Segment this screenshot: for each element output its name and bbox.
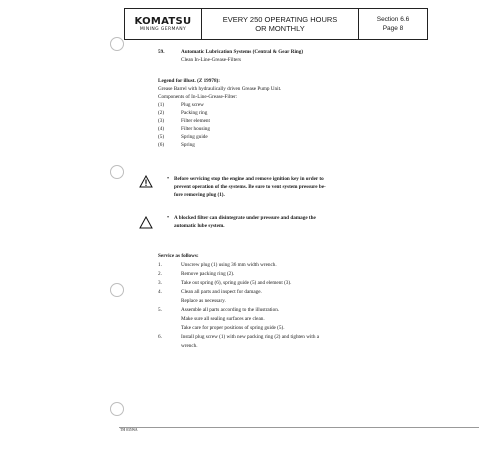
warning-text: fore removing plug (1).: [174, 192, 225, 198]
step-text: Remove packing ring (2).: [181, 271, 235, 277]
logo-subtitle: MINING GERMANY: [139, 26, 187, 32]
service-title: Service as follows:: [158, 253, 199, 259]
page-number: Page 8: [382, 25, 404, 32]
header-title-line2: OR MONTHLY: [255, 24, 305, 33]
legend-item-number: (2): [158, 110, 165, 116]
heading-subtitle: Clean In-Line-Grease-Filters: [181, 57, 242, 63]
step-text: Install plug screw (1) with new packing ring (2) and tighten with a: [181, 334, 320, 340]
legend-item-text: Spring guide: [181, 134, 208, 140]
legend-item-text: Packing ring: [181, 110, 208, 116]
legend-item-number: (4): [158, 126, 165, 132]
caution-icon: [139, 216, 153, 229]
legend-line: Components of In-Line-Grease-Filter:: [158, 94, 238, 100]
header-title-line1: EVERY 250 OPERATING HOURS: [222, 15, 338, 24]
legend-item-text: Spring: [181, 142, 195, 148]
binder-hole: [110, 165, 124, 179]
step-text: Unscrew plug (1) using 36 mm width wrench.: [181, 262, 277, 268]
step-text: Clean all parts and inspect for damage.: [181, 289, 262, 295]
section-info: [359, 9, 427, 39]
step-text: Take care for proper positions of spring guide (5).: [181, 325, 285, 331]
footer-rule: [119, 427, 479, 428]
section-number: Section 6.6: [376, 16, 410, 23]
step-text: Assemble all parts according to the illustration.: [181, 307, 280, 313]
step-number: 4.: [158, 289, 162, 295]
legend-item-number: (6): [158, 142, 165, 148]
step-number: 2.: [158, 271, 162, 277]
legend-item-text: Filter element: [181, 118, 210, 124]
header-title: [202, 9, 359, 39]
binder-hole: [110, 283, 124, 297]
warning-text: Before servicing stop the engine and remove ignition key in order to: [174, 176, 324, 182]
step-text: wrench.: [181, 343, 198, 349]
step-text: Make sure all sealing surfaces are clean.: [181, 316, 265, 322]
step-number: 6.: [158, 334, 162, 340]
step-number: 5.: [158, 307, 162, 313]
legend-item-text: Plug screw: [181, 102, 204, 108]
legend-item-number: (3): [158, 118, 165, 124]
legend-title: Legend for illust. (Z 19978):: [158, 78, 221, 84]
footer-code: TH 035WA: [120, 428, 138, 432]
step-number: 3.: [158, 280, 162, 286]
warning-icon: [139, 175, 153, 188]
warning-bullet: •: [167, 176, 170, 182]
heading-title: Automatic Lubrication Systems (Central & Gear Ring): [181, 49, 304, 55]
warning-text: A blocked filter can disintegrate under pressure and damage the: [174, 215, 316, 221]
legend-item-number: (5): [158, 134, 165, 140]
step-text: Take out spring (6), spring guide (5) and element (3).: [181, 280, 292, 286]
page-header: [124, 8, 428, 40]
warning-text: automatic lube system.: [174, 223, 225, 229]
binder-hole: [110, 37, 124, 51]
step-text: Replace as necessary.: [181, 298, 226, 304]
legend-item-number: (1): [158, 102, 165, 108]
binder-hole: [110, 402, 124, 416]
step-number: 1.: [158, 262, 162, 268]
komatsu-logo: KOMATSU: [134, 15, 192, 27]
heading-number: 59.: [158, 49, 165, 55]
warning-text: prevent operation of the systems. Be sure to vent system pressure be-: [174, 184, 326, 190]
logo-cell: [125, 9, 202, 39]
legend-item-text: Filter housing: [181, 126, 210, 132]
legend-line: Grease Barrel with hydraulically driven Grease Pump Unit.: [158, 86, 282, 92]
warning-bullet: •: [167, 215, 170, 221]
